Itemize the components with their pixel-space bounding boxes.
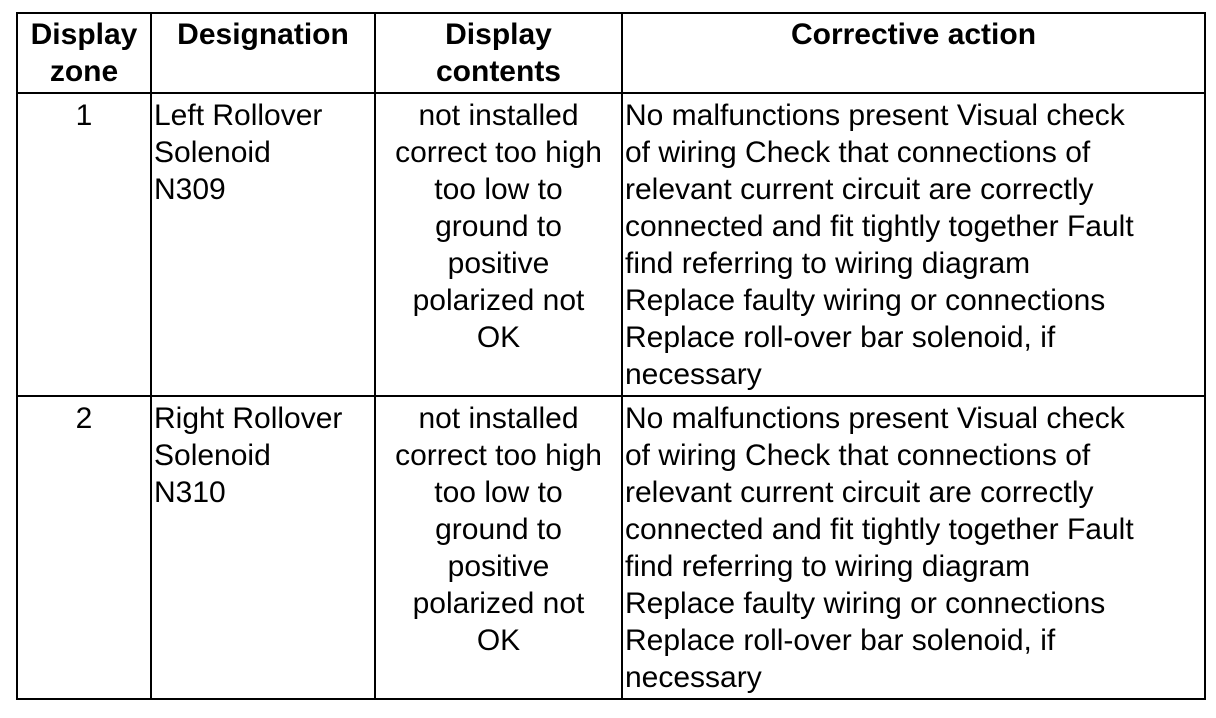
action-line: connected and fit tightly together Fault (625, 513, 1134, 546)
action-line: Replace faulty wiring or connections (625, 284, 1106, 317)
fault-table (16, 12, 1206, 700)
action-line: No malfunctions present Visual check (625, 99, 1125, 132)
header-text: Display (30, 18, 138, 51)
designation-line: Right Rollover (154, 402, 343, 435)
action-line: Replace roll-over bar solenoid, if (625, 321, 1056, 354)
action-line: relevant current circuit are correctly (625, 173, 1094, 206)
cell-display-contents (375, 93, 622, 396)
contents-line: too low to (434, 476, 563, 509)
cell-corrective-action (622, 396, 1205, 699)
contents-line: polarized not (412, 587, 585, 620)
zone-number: 1 (75, 99, 93, 132)
action-line: find referring to wiring diagram (625, 247, 1031, 280)
action-line: connected and fit tightly together Fault (625, 210, 1134, 243)
action-line: find referring to wiring diagram (625, 550, 1031, 583)
header-display-zone (17, 13, 151, 93)
contents-line: too low to (434, 173, 563, 206)
action-line: necessary (625, 661, 762, 694)
designation-line: N310 (154, 476, 226, 509)
contents-line: positive (447, 550, 550, 583)
contents-line: positive (447, 247, 550, 280)
header-row (17, 13, 1205, 93)
zone-number: 2 (75, 402, 93, 435)
cell-designation (151, 396, 375, 699)
cell-display-zone (17, 93, 151, 396)
contents-line: not installed (418, 99, 579, 132)
cell-display-zone (17, 396, 151, 699)
designation-line: Solenoid (154, 439, 271, 472)
contents-line: correct too high (395, 439, 602, 472)
table-row (17, 396, 1205, 699)
action-line: Replace faulty wiring or connections (625, 587, 1106, 620)
action-line: Replace roll-over bar solenoid, if (625, 624, 1056, 657)
action-line: of wiring Check that connections of (625, 439, 1091, 472)
header-text: contents (435, 55, 561, 88)
contents-line: polarized not (412, 284, 585, 317)
header-text: Corrective action (790, 18, 1037, 51)
cell-display-contents (375, 396, 622, 699)
header-text: Designation (177, 18, 349, 51)
action-line: of wiring Check that connections of (625, 136, 1091, 169)
designation-line: Left Rollover (154, 99, 323, 132)
table-row (17, 93, 1205, 396)
action-line: relevant current circuit are correctly (625, 476, 1094, 509)
action-line: No malfunctions present Visual check (625, 402, 1125, 435)
contents-line: correct too high (395, 136, 602, 169)
contents-line: not installed (418, 402, 579, 435)
header-text: zone (49, 55, 119, 88)
contents-line: OK (476, 321, 521, 354)
contents-line: ground to (435, 210, 562, 243)
contents-line: ground to (435, 513, 562, 546)
header-text: Display (445, 18, 552, 51)
designation-line: N309 (154, 173, 226, 206)
designation-line: Solenoid (154, 136, 271, 169)
header-corrective-action (622, 13, 1205, 93)
cell-corrective-action (622, 93, 1205, 396)
header-designation (151, 13, 375, 93)
cell-designation (151, 93, 375, 396)
header-display-contents (375, 13, 622, 93)
action-line: necessary (625, 358, 762, 391)
contents-line: OK (476, 624, 521, 657)
